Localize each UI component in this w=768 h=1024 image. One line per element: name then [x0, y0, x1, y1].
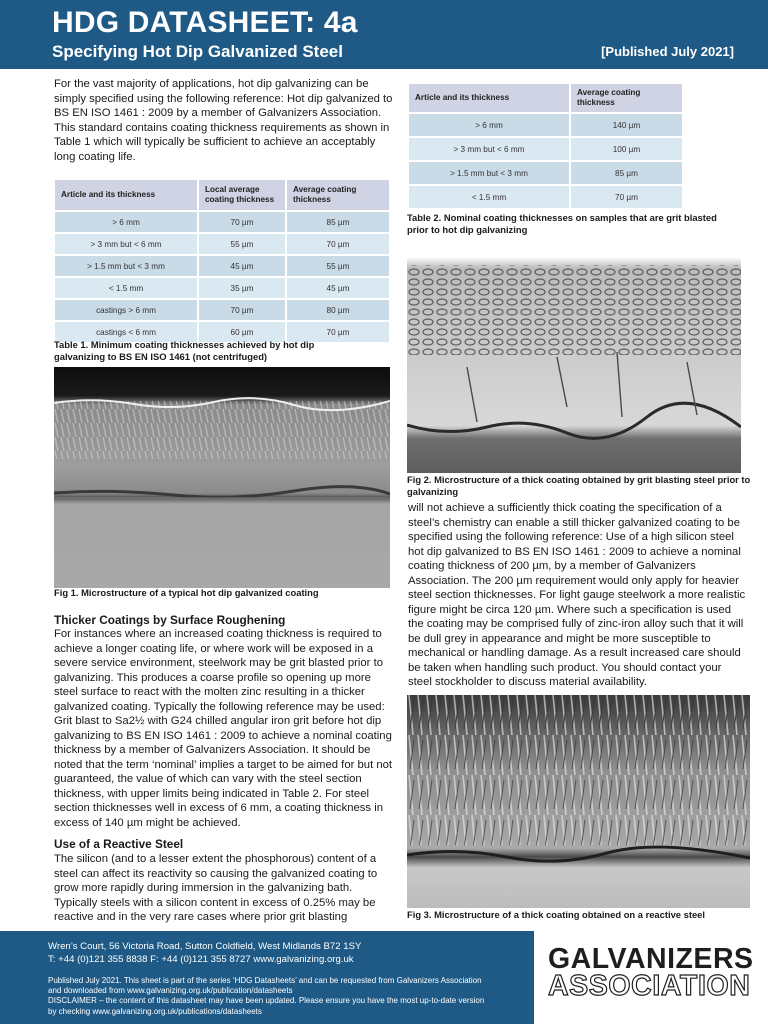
footer-address-block: [48, 941, 361, 966]
table-cell: 85 µm: [571, 162, 682, 184]
table-row: [55, 278, 389, 298]
galvanizers-association-logo: [534, 931, 768, 1024]
table-cell: 70 µm: [571, 186, 682, 208]
logo-line-1: GALVANIZERS: [548, 943, 754, 975]
table-cell: > 6 mm: [55, 212, 197, 232]
table-1-header: Local average coating thickness: [199, 180, 285, 210]
logo-line-2: ASSOCIATION: [548, 970, 751, 1002]
figure-2-caption: Fig 2. Microstructure of a thick coating obtained by grit blasting steel prior to galvanizing: [407, 474, 751, 497]
table-2-caption: Table 2. Nominal coating thicknesses on samples that are grit blasted prior to hot dip galvanizing: [407, 212, 717, 235]
figure-2-micrograph: [407, 257, 741, 473]
table-row: [55, 256, 389, 276]
table-cell: > 3 mm but < 6 mm: [55, 234, 197, 254]
table-cell: 55 µm: [199, 234, 285, 254]
section-heading-reactive-steel: Use of a Reactive Steel: [54, 837, 184, 851]
table-row: [409, 162, 682, 184]
table-row: [409, 186, 682, 208]
header-banner: [0, 0, 768, 69]
section-heading-surface-roughening: Thicker Coatings by Surface Roughening: [54, 613, 286, 627]
table-1-header: Article and its thickness: [55, 180, 197, 210]
footer-disclaimer: DISCLAIMER – the content of this datasheet may have been updated. Please ensure you have the most up-to-date version by checking www.galvanizing.org.uk/publications/datasheets: [48, 996, 485, 1016]
table-cell: 70 µm: [199, 212, 285, 232]
table-row: [409, 138, 682, 160]
table-cell: 70 µm: [287, 234, 389, 254]
footer-published-note: Published July 2021. This sheet is part of the series ‘HDG Datasheets’ and can be requested from Galvanizers Association and downloaded from www.galvanizing.org.uk/publication/datasheets: [48, 976, 482, 996]
table-cell: < 1.5 mm: [409, 186, 569, 208]
intro-paragraph: For the vast majority of applications, hot dip galvanizing can be simply specified using the following reference: Hot dip galvanized to BS EN ISO 1461 : 2009 by a member of Galvanizers Association. This standard contains coating thickness requirements as shown in Table 1 which will typically be sufficient to achieve an acceptably long coating life.: [54, 78, 393, 163]
table-cell: 85 µm: [287, 212, 389, 232]
table-row: [55, 234, 389, 254]
table-cell: 70 µm: [287, 322, 389, 342]
figure-3-micrograph: [407, 695, 750, 908]
table-cell: > 6 mm: [409, 114, 569, 136]
table-cell: 60 µm: [199, 322, 285, 342]
datasheet-title: HDG DATASHEET: 4a: [52, 6, 358, 39]
table-cell: 70 µm: [199, 300, 285, 320]
table-cell: 45 µm: [287, 278, 389, 298]
section-body-surface-roughening: For instances where an increased coating thickness is required to achieve a longer coating life, or where work will be exposed in a severe service environment, steelwork may be grit blasted prior to galvanizing. This produces a coarse profile so opening up more steel surface to react with the molten zinc resulting in a thicker galvanized coating. Typically the following reference may be used: Grit blast to Sa2½ with G24 chilled angular iron grit before hot dip galvanizing to BS EN ISO 1461 : 2009 to achieve a nominal coating thickness by a member of Galvanizers Association. It should be noted that the term ‘nominal’ implies a target to be aimed for but not guaranteed, the value of which can vary with the steel section thickness, with upper limits being indicated in Table 2. For steel section thicknesses well in excess of 6 mm, a coating thickness in excess of 140 µm might be achieved.: [54, 628, 393, 829]
table-cell: > 1.5 mm but < 3 mm: [55, 256, 197, 276]
table-cell: 100 µm: [571, 138, 682, 160]
figure-1-caption: Fig 1. Microstructure of a typical hot dip galvanized coating: [54, 587, 319, 598]
footer-contact: T: +44 (0)121 355 8838 F: +44 (0)121 355 8727 www.galvanizing.org.uk: [48, 953, 354, 965]
table-1-header: Average coating thickness: [287, 180, 389, 210]
table-1-caption: Table 1. Minimum coating thicknesses achieved by hot dip galvanizing to BS EN ISO 1461 (not centrifuged): [54, 339, 315, 362]
datasheet-subtitle: Specifying Hot Dip Galvanized Steel: [52, 42, 343, 61]
section-body-reactive-steel: The silicon (and to a lesser extent the phosphorous) content of a steel can affect its reactivity so causing the galvanized coating to grow more rapidly during immersion in the galvanizing bath. Typically steels with a silicon content in excess of 0.25% may be reactive and in the very rare cases where prior grit blasting: [54, 853, 378, 923]
table-cell: castings < 6 mm: [55, 322, 197, 342]
table-row: [409, 114, 682, 136]
table-row: [55, 212, 389, 232]
published-date: [Published July 2021]: [601, 44, 734, 59]
continued-paragraph: will not achieve a sufficiently thick coating the specification of a steel’s chemistry can enable a still thicker galvanized coating to be specified using the following reference: Use of a high silicon steel hot dip galvanized to BS EN ISO 1461 : 2009 to achieve a nominal coating thickness of 200 µm, by a member of Galvanizers Association. The 200 µm requirement would only apply for heavier steel section thicknesses. For light gauge steelwork a more realistic figure might be circa 120 µm. Where such a specification is used the coating may be comprised fully of zinc-iron alloy such that it will be dull grey in appearance and might be more susceptible to mechanical or handling damage. As a result increased care should be taken when handling such product. You should contact your steel stockholder to discuss material availability.: [408, 502, 746, 688]
table-cell: > 1.5 mm but < 3 mm: [409, 162, 569, 184]
table-2-header: Average coating thickness: [571, 84, 682, 112]
table-cell: > 3 mm but < 6 mm: [409, 138, 569, 160]
table-1: [53, 178, 391, 344]
figure-1-micrograph: [54, 367, 390, 588]
table-cell: < 1.5 mm: [55, 278, 197, 298]
table-cell: 140 µm: [571, 114, 682, 136]
table-cell: 80 µm: [287, 300, 389, 320]
figure-3-caption: Fig 3. Microstructure of a thick coating obtained on a reactive steel: [407, 909, 705, 920]
table-2-header: Article and its thickness: [409, 84, 569, 112]
footer-notes: [48, 976, 488, 1017]
table-row: [55, 300, 389, 320]
table-cell: 45 µm: [199, 256, 285, 276]
table-cell: 55 µm: [287, 256, 389, 276]
table-cell: 35 µm: [199, 278, 285, 298]
table-cell: castings > 6 mm: [55, 300, 197, 320]
footer-address: Wren’s Court, 56 Victoria Road, Sutton Coldfield, West Midlands B72 1SY: [48, 941, 362, 952]
table-2: [407, 82, 684, 210]
